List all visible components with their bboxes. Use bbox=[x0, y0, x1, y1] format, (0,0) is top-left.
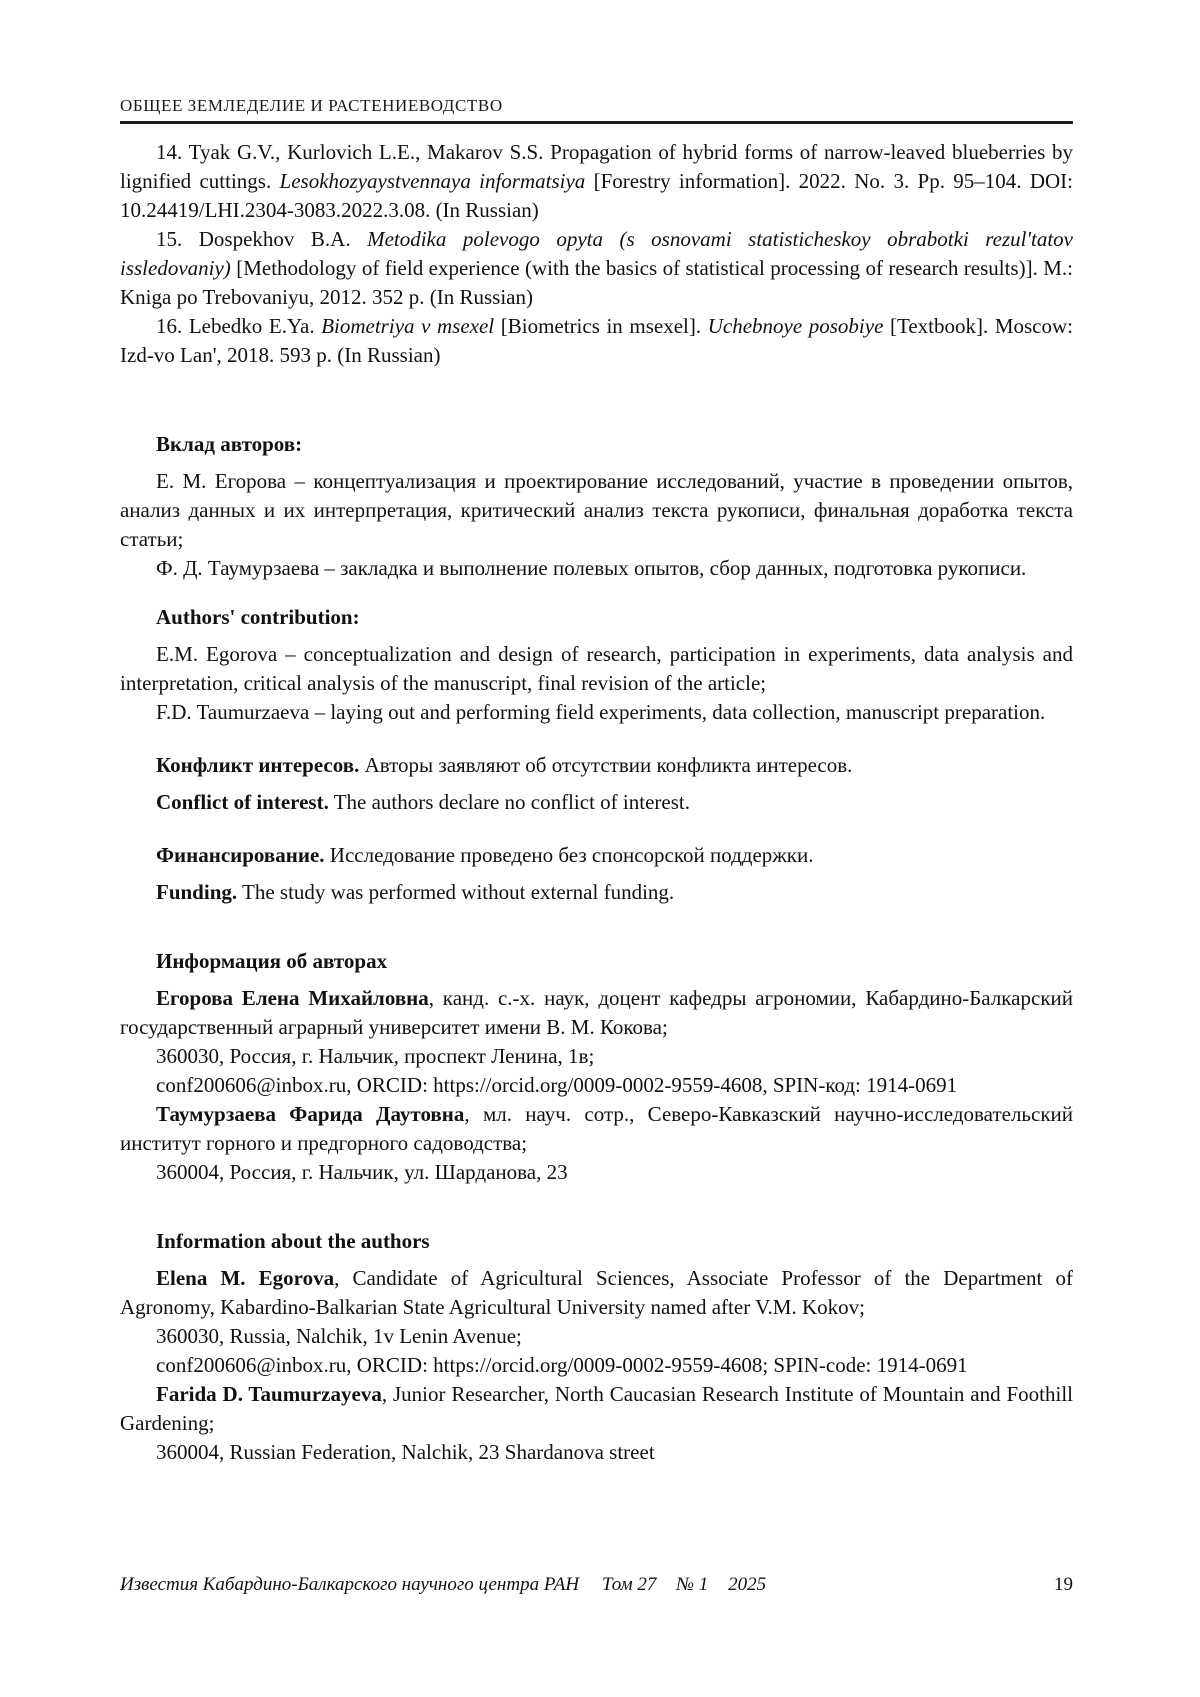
text-run: [Methodology of field experience (with the basics of statistical processing of research results)]. M.: Kniga po Trebovaniyu, 2012. 352 p. (In Russian) bbox=[120, 256, 1073, 309]
body bbox=[120, 984, 1073, 1042]
footer-journal-title: Известия Кабардино-Балкарского научного центра РАН bbox=[120, 1574, 580, 1595]
text-run: Metodika polevogo opyta (s osnovami statisticheskoy obrabotki rezul'tatov issledovaniy) bbox=[120, 227, 1073, 280]
text-run: [Forestry information]. 2022. No. 3. Pp. 95–104. DOI: 10.24419/LHI.2304-3083.2022.3.08. (In Russian) bbox=[120, 169, 1073, 222]
text-run: Конфликт интересов. bbox=[156, 753, 360, 777]
text-run: F.D. Taumurzaeva – laying out and performing field experiments, data collection, manuscript preparation. bbox=[156, 700, 1046, 724]
text-run: 360030, Russia, Nalchik, 1v Lenin Avenue; bbox=[156, 1324, 522, 1348]
reference bbox=[120, 312, 1073, 370]
text-run: 360030, Россия, г. Нальчик, проспект Ленина, 1в; bbox=[156, 1044, 595, 1068]
text-run: , Candidate of Agricultural Sciences, Associate Professor of the Department of Agronomy, Kabardino-Balkarian State Agricultural University named after V.M. Kokov; bbox=[120, 1266, 1073, 1319]
text-run: E.M. Egorova – conceptualization and design of research, participation in experiments, data analysis and interpretation, critical analysis of the manuscript, final revision of the article; bbox=[120, 642, 1073, 695]
text-run: The study was performed without external funding. bbox=[237, 880, 675, 904]
text-run: Исследование проведено без спонсорской поддержки. bbox=[324, 843, 814, 867]
body bbox=[120, 1042, 1073, 1071]
footer-journal-line bbox=[120, 1574, 766, 1596]
body bbox=[120, 1322, 1073, 1351]
body bbox=[120, 1158, 1073, 1187]
text-run: 14. Tyak G.V., Kurlovich L.E., Makarov S.S. Propagation of hybrid forms of narrow-leaved blueberries by lignified cuttings. bbox=[120, 140, 1073, 193]
text-run: Elena M. Egorova bbox=[156, 1266, 335, 1290]
text-run: Информация об авторах bbox=[156, 949, 388, 973]
text-run: [Biometrics in msexel]. bbox=[494, 314, 708, 338]
text-run: Farida D. Taumurzayeva bbox=[156, 1382, 382, 1406]
body bbox=[120, 751, 1073, 780]
text-run: Funding. bbox=[156, 880, 238, 904]
page-content bbox=[120, 138, 1073, 1467]
body bbox=[120, 1264, 1073, 1322]
body bbox=[120, 1351, 1073, 1380]
text-run: Авторы заявляют об отсутствии конфликта интересов. bbox=[359, 753, 853, 777]
text-run: Lesokhozyaystvennaya informatsiya bbox=[279, 169, 586, 193]
text-run: Ф. Д. Таумурзаева – закладка и выполнение полевых опытов, сбор данных, подготовка рукописи. bbox=[156, 556, 1027, 580]
body bbox=[120, 554, 1073, 583]
text-run: , Junior Researcher, North Caucasian Research Institute of Mountain and Foothill Gardening; bbox=[120, 1382, 1073, 1435]
reference bbox=[120, 138, 1073, 225]
section-heading bbox=[120, 947, 1073, 976]
body bbox=[120, 467, 1073, 554]
text-run: Вклад авторов: bbox=[156, 432, 303, 456]
text-run: conf200606@inbox.ru, ORCID: https://orcid.org/0009-0002-9559-4608, SPIN-код: 1914-0691 bbox=[156, 1073, 958, 1097]
text-run: Таумурзаева Фарида Даутовна bbox=[156, 1102, 465, 1126]
footer-year: 2025 bbox=[728, 1574, 767, 1595]
text-run: 16. Lebedko E.Ya. bbox=[156, 314, 322, 338]
body bbox=[120, 1380, 1073, 1438]
body bbox=[120, 841, 1073, 870]
section-heading bbox=[120, 603, 1073, 632]
body bbox=[120, 788, 1073, 817]
running-header-title: ОБЩЕЕ ЗЕМЛЕДЕЛИЕ И РАСТЕНИЕВОДСТВО bbox=[120, 96, 503, 115]
body bbox=[120, 1100, 1073, 1158]
text-run: Conflict of interest. bbox=[156, 790, 329, 814]
page-number: 19 bbox=[1054, 1574, 1073, 1595]
text-run: Biometriya v msexel bbox=[321, 314, 495, 338]
text-run: Е. М. Егорова – концептуализация и проектирование исследований, участие в проведении опытов, анализ данных и их интерпретация, критический анализ текста рукописи, финальная доработка текста статьи; bbox=[120, 469, 1073, 551]
text-run: Information about the authors bbox=[156, 1229, 430, 1253]
body bbox=[120, 878, 1073, 907]
text-run: The authors declare no conflict of interest. bbox=[328, 790, 690, 814]
page-footer bbox=[120, 1574, 1073, 1596]
body bbox=[120, 640, 1073, 698]
text-run: , мл. науч. сотр., Северо-Кавказский научно-исследовательский институт горного и предгорного садоводства; bbox=[120, 1102, 1073, 1155]
body bbox=[120, 1438, 1073, 1467]
running-header bbox=[120, 96, 1073, 124]
text-run: 360004, Россия, г. Нальчик, ул. Шарданова, 23 bbox=[156, 1160, 568, 1184]
text-run: Authors' contribution: bbox=[156, 605, 360, 629]
text-run: , канд. с.-х. наук, доцент кафедры агрономии, Кабардино-Балкарский государственный аграрный университет имени В. М. Кокова; bbox=[120, 986, 1073, 1039]
section-heading bbox=[120, 1227, 1073, 1256]
body bbox=[120, 698, 1073, 727]
text-run: 15. Dospekhov B.A. bbox=[156, 227, 368, 251]
footer-volume: Том 27 bbox=[601, 1574, 657, 1595]
text-run: conf200606@inbox.ru, ORCID: https://orcid.org/0009-0002-9559-4608; SPIN-code: 1914-0691 bbox=[156, 1353, 968, 1377]
text-run: [Textbook]. Moscow: Izd-vo Lan', 2018. 593 p. (In Russian) bbox=[120, 314, 1073, 367]
text-run: Финансирование. bbox=[156, 843, 325, 867]
body bbox=[120, 1071, 1073, 1100]
text-run: Uchebnoye posobiye bbox=[707, 314, 884, 338]
text-run: Егорова Елена Михайловна bbox=[156, 986, 429, 1010]
reference bbox=[120, 225, 1073, 312]
text-run: 360004, Russian Federation, Nalchik, 23 Shardanova street bbox=[156, 1440, 655, 1464]
section-heading bbox=[120, 430, 1073, 459]
footer-issue: № 1 bbox=[676, 1574, 709, 1595]
